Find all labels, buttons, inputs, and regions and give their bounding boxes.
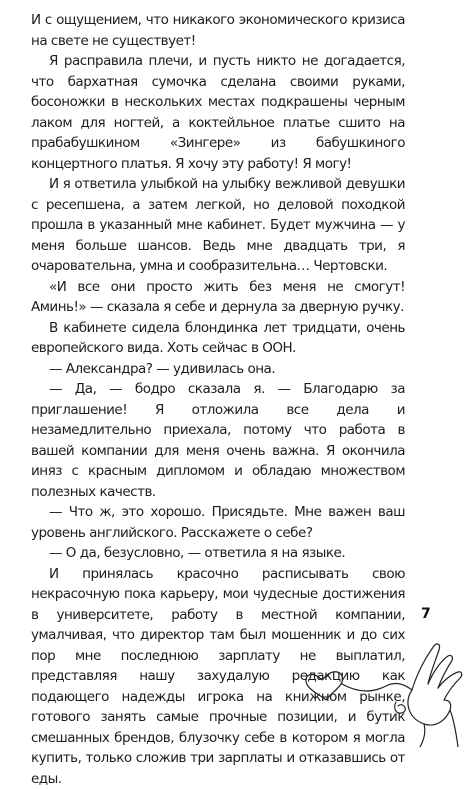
paragraph: — О да, безусловно, — ответила я на языке. bbox=[31, 543, 405, 564]
paragraph: И с ощущением, что никакого экономического кризиса на свете не существует! bbox=[31, 10, 405, 51]
paragraph: И я ответила улыбкой на улыбку вежливой девушки с ресепшена, а затем легкой, но деловой походкой прошла в указанный мне кабинет. Будет мужчина — у меня больше шансов. Ведь мне двадцать три, я очаровательна, умна и сообразительна… Чертовски. bbox=[31, 174, 405, 277]
paragraph: Я расправила плечи, и пусть никто не догадается, что бархатная сумочка сделана своими руками, босоножки в нескольких местах подкрашены черным лаком для ногтей, а коктейльное платье сшито на прабабушкином «Зингере» из бабушкиного концертного платья. Я хочу эту работу! Я могу! bbox=[31, 51, 405, 174]
paragraph: В кабинете сидела блондинка лет тридцати, очень европейского вида. Хоть сейчас в ООН. bbox=[31, 318, 405, 359]
paragraph: — Что ж, это хорошо. Присядьте. Мне важен ваш уровень английского. Расскажете о себе? bbox=[31, 502, 405, 543]
paragraph: — Александра? — удивилась она. bbox=[31, 359, 405, 380]
paragraph: И принялась красочно расписывать свою некрасочную пока карьеру, мои чудесные достижения в университете, работу в местной компании, умалчивая, что директор там был мошенник и до сих пор мне последнюю зарплату не выплатил, представляя нашу захудалую редакцию как подающего надежды игрока на книжном рынке, готового занять самые прочные позиции, и бутик смешанных брендов, блузочку себе в котором я могла купить, только сложив три зарплаты и отказавшись от еды. bbox=[31, 564, 405, 789]
paragraph: «И все они просто жить без меня не смогут! Аминь!» — сказала я себе и дернула за дверную ручку. bbox=[31, 277, 405, 318]
heart-hand-doodle-icon bbox=[300, 640, 464, 747]
page-number: 7 bbox=[421, 606, 431, 622]
paragraph: — Да, — бодро сказала я. — Благодарю за приглашение! Я отложила все дела и незамедлительно приехала, потому что работа в вашей компании для меня очень важна. Я окончила иняз с красным дипломом и обладаю множеством полезных качеств. bbox=[31, 379, 405, 502]
